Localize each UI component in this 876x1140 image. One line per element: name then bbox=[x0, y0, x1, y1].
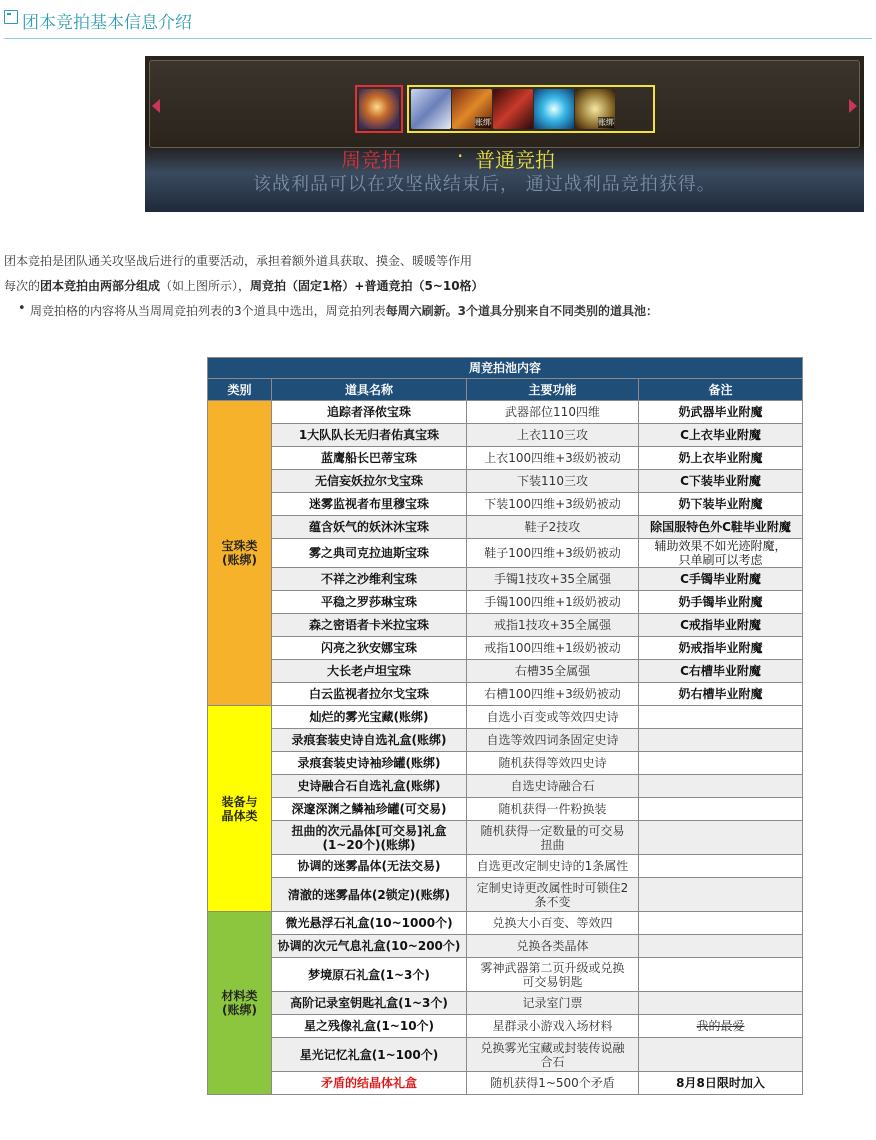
item-name-cell: 清澈的迷雾晶体(2锁定)(账绑) bbox=[272, 878, 467, 912]
item-function-cell: 手镯100四维+1级奶被动 bbox=[467, 591, 639, 614]
item-function-cell: 自选等效四词条固定史诗 bbox=[467, 729, 639, 752]
item-note-cell bbox=[639, 1015, 803, 1038]
table-row bbox=[208, 1072, 803, 1095]
item-note-cell: C右槽毕业附魔 bbox=[639, 660, 803, 683]
item-note-cell bbox=[639, 729, 803, 752]
item-note-cell: C手镯毕业附魔 bbox=[639, 568, 803, 591]
section-title: 团本竞拍基本信息介绍 bbox=[22, 12, 192, 33]
table-row bbox=[208, 568, 803, 591]
item-name-cell: 不祥之沙维利宝珠 bbox=[272, 568, 467, 591]
section-heading bbox=[4, 4, 192, 36]
item-note-cell bbox=[639, 912, 803, 935]
table-row bbox=[208, 935, 803, 958]
item-name-cell: 史诗融合石自选礼盒(账绑) bbox=[272, 775, 467, 798]
item-function-cell: 自选更改定制史诗的1条属性 bbox=[467, 855, 639, 878]
item-name-cell: 森之密语者卡米拉宝珠 bbox=[272, 614, 467, 637]
week-auction-label: 周竞拍 bbox=[341, 148, 401, 172]
item-crystal-icon bbox=[493, 89, 533, 129]
item-function-cell: 下装100四维+3级奶被动 bbox=[467, 493, 639, 516]
item-function-cell: 右槽100四维+3级奶被动 bbox=[467, 683, 639, 706]
item-box-icon bbox=[575, 89, 615, 129]
table-row bbox=[208, 775, 803, 798]
item-note-cell: 奶下装毕业附魔 bbox=[639, 493, 803, 516]
item-name-cell: 闪亮之狄安娜宝珠 bbox=[272, 637, 467, 660]
item-note-cell: 除国服特色外C鞋毕业附魔 bbox=[639, 516, 803, 539]
table-row bbox=[208, 637, 803, 660]
item-name-cell: 大长老卢坦宝珠 bbox=[272, 660, 467, 683]
weekly-pool-table bbox=[207, 357, 803, 1095]
item-card-icon bbox=[411, 89, 451, 129]
col-header-name: 道具名称 bbox=[272, 379, 467, 401]
table-row bbox=[208, 855, 803, 878]
table-row bbox=[208, 470, 803, 493]
item-function-cell: 兑换大小百变、等效四 bbox=[467, 912, 639, 935]
arrow-right-icon bbox=[849, 99, 857, 113]
table-row bbox=[208, 1015, 803, 1038]
banner-frame bbox=[149, 60, 860, 148]
item-function-cell: 星群录小游戏入场材料 bbox=[467, 1015, 639, 1038]
table-row bbox=[208, 729, 803, 752]
item-note-cell: 奶右槽毕业附魔 bbox=[639, 683, 803, 706]
col-header-category: 类别 bbox=[208, 379, 272, 401]
item-function-cell: 随机获得一定数量的可交易 扭曲 bbox=[467, 821, 639, 855]
table-row bbox=[208, 821, 803, 855]
item-name-cell: 灿烂的雾光宝藏(账绑) bbox=[272, 706, 467, 729]
item-function-cell: 记录室门票 bbox=[467, 992, 639, 1015]
item-name-cell: 矛盾的结晶体礼盒 bbox=[272, 1072, 467, 1095]
item-note-cell: 奶武器毕业附魔 bbox=[639, 401, 803, 424]
table-row bbox=[208, 683, 803, 706]
item-note-cell: C上衣毕业附魔 bbox=[639, 424, 803, 447]
table-row bbox=[208, 539, 803, 568]
item-name-cell: 迷雾监视者布里穆宝珠 bbox=[272, 493, 467, 516]
category-cell: 材料类 (账绑) bbox=[208, 912, 272, 1095]
item-name-cell: 白云监视者拉尔戈宝珠 bbox=[272, 683, 467, 706]
table-row bbox=[208, 912, 803, 935]
col-header-note: 备注 bbox=[639, 379, 803, 401]
item-note-cell: 奶戒指毕业附魔 bbox=[639, 637, 803, 660]
item-function-cell: 武器部位110四维 bbox=[467, 401, 639, 424]
account-bound-tag: 账绑 bbox=[598, 118, 614, 127]
struck-note: 我的最爱 bbox=[696, 1019, 745, 1033]
item-note-cell bbox=[639, 752, 803, 775]
item-name-cell: 协调的次元气息礼盒(10~200个) bbox=[272, 935, 467, 958]
item-name-cell: 录痕套装史诗自选礼盒(账绑) bbox=[272, 729, 467, 752]
item-name-cell: 1大队队长无归者佑真宝珠 bbox=[272, 424, 467, 447]
table-row bbox=[208, 424, 803, 447]
item-note-cell: 奶上衣毕业附魔 bbox=[639, 447, 803, 470]
item-note-cell: C戒指毕业附魔 bbox=[639, 614, 803, 637]
intro-bold-text: 团本竞拍由两部分组成 bbox=[40, 279, 161, 293]
item-orb-icon bbox=[359, 89, 399, 129]
item-note-cell: C下装毕业附魔 bbox=[639, 470, 803, 493]
item-function-cell: 定制史诗更改属性时可锁住2 条不变 bbox=[467, 878, 639, 912]
item-name-cell: 平稳之罗莎琳宝珠 bbox=[272, 591, 467, 614]
intro-bullet bbox=[30, 302, 658, 319]
table-row bbox=[208, 447, 803, 470]
table-row bbox=[208, 878, 803, 912]
arrow-left-icon bbox=[152, 99, 160, 113]
item-name-cell: 蓝鹰船长巴蒂宝珠 bbox=[272, 447, 467, 470]
item-function-cell: 右槽35全属强 bbox=[467, 660, 639, 683]
item-note-cell bbox=[639, 775, 803, 798]
table-row bbox=[208, 958, 803, 992]
item-note-cell bbox=[639, 798, 803, 821]
item-note-cell bbox=[639, 1038, 803, 1072]
item-note-cell: 奶手镯毕业附魔 bbox=[639, 591, 803, 614]
item-light-icon bbox=[534, 89, 574, 129]
item-name-cell: 高阶记录室钥匙礼盒(1~3个) bbox=[272, 992, 467, 1015]
item-function-cell: 鞋子100四维+3级奶被动 bbox=[467, 539, 639, 568]
table-row bbox=[208, 591, 803, 614]
table-row bbox=[208, 752, 803, 775]
account-bound-tag: 账绑 bbox=[475, 118, 491, 127]
item-name-cell: 星之残像礼盒(1~10个) bbox=[272, 1015, 467, 1038]
item-note-cell: 辅助效果不如光迹附魔， 只单刷可以考虑 bbox=[639, 539, 803, 568]
table-row bbox=[208, 706, 803, 729]
item-function-cell: 随机获得一件粉换装 bbox=[467, 798, 639, 821]
item-note-cell bbox=[639, 706, 803, 729]
item-function-cell: 上衣110三攻 bbox=[467, 424, 639, 447]
item-note-cell bbox=[639, 878, 803, 912]
banner-subtitle: 该战利品可以在攻坚战结束后， 通过战利品竞拍获得。 bbox=[253, 174, 716, 195]
item-chest-icon bbox=[452, 89, 492, 129]
item-note-cell bbox=[639, 992, 803, 1015]
table-row bbox=[208, 660, 803, 683]
item-name-cell: 梦境原石礼盒(1~3个) bbox=[272, 958, 467, 992]
item-name-cell: 协调的迷雾晶体(无法交易) bbox=[272, 855, 467, 878]
item-note-cell bbox=[639, 821, 803, 855]
item-function-cell: 戒指1技攻+35全属强 bbox=[467, 614, 639, 637]
item-name-cell: 扭曲的次元晶体[可交易]礼盒 (1~20个)(账绑) bbox=[272, 821, 467, 855]
normal-auction-label: 普通竞拍 bbox=[475, 148, 555, 172]
item-note-cell bbox=[639, 958, 803, 992]
item-function-cell: 兑换各类晶体 bbox=[467, 935, 639, 958]
item-function-cell: 手镯1技攻+35全属强 bbox=[467, 568, 639, 591]
intro-line-2 bbox=[4, 277, 484, 294]
heading-divider bbox=[4, 38, 872, 39]
category-cell: 宝珠类 (账绑) bbox=[208, 401, 272, 706]
item-function-cell: 上衣100四维+3级奶被动 bbox=[467, 447, 639, 470]
item-function-cell: 自选小百变或等效四史诗 bbox=[467, 706, 639, 729]
item-name-cell: 蕴含妖气的妖沐沐宝珠 bbox=[272, 516, 467, 539]
item-name-cell: 深邃深渊之鳞袖珍罐(可交易) bbox=[272, 798, 467, 821]
intro-text: （如上图所示）， bbox=[160, 279, 251, 293]
table-row bbox=[208, 992, 803, 1015]
item-function-cell: 随机获得1~500个矛盾 bbox=[467, 1072, 639, 1095]
item-function-cell: 雾神武器第二页升级或兑换 可交易钥匙 bbox=[467, 958, 639, 992]
col-header-function: 主要功能 bbox=[467, 379, 639, 401]
table-title: 周竞拍池内容 bbox=[208, 358, 803, 379]
bullet-text: 周竞拍格的内容将从当周周竞拍列表的3个道具中选出，周竞拍列表 bbox=[30, 304, 386, 318]
intro-bold-text: 周竞拍（固定1格）+普通竞拍（5~10格） bbox=[250, 279, 484, 293]
item-note-cell bbox=[639, 935, 803, 958]
item-function-cell: 兑换雾光宝藏或封装传说融 合石 bbox=[467, 1038, 639, 1072]
item-name-cell: 录痕套装史诗袖珍罐(账绑) bbox=[272, 752, 467, 775]
item-note-cell: 8月8日限时加入 bbox=[639, 1072, 803, 1095]
item-function-cell: 鞋子2技攻 bbox=[467, 516, 639, 539]
table-row bbox=[208, 1038, 803, 1072]
item-name-cell: 微光悬浮石礼盒(10~1000个) bbox=[272, 912, 467, 935]
table-row bbox=[208, 401, 803, 424]
item-function-cell: 随机获得等效四史诗 bbox=[467, 752, 639, 775]
table-row bbox=[208, 614, 803, 637]
label-separator: · bbox=[457, 144, 464, 168]
item-function-cell: 自选史诗融合石 bbox=[467, 775, 639, 798]
auction-banner-image bbox=[145, 56, 864, 212]
item-function-cell: 戒指100四维+1级奶被动 bbox=[467, 637, 639, 660]
item-name-cell: 无信妄妖拉尔戈宝珠 bbox=[272, 470, 467, 493]
table-row bbox=[208, 516, 803, 539]
item-function-cell: 下装110三攻 bbox=[467, 470, 639, 493]
intro-line-1: 团本竞拍是团队通关攻坚战后进行的重要活动，承担着额外道具获取、摸金、暖暖等作用 bbox=[4, 254, 473, 268]
table-row bbox=[208, 798, 803, 821]
category-cell: 装备与 晶体类 bbox=[208, 706, 272, 912]
item-note-cell bbox=[639, 855, 803, 878]
item-name-cell: 追踪者泽侬宝珠 bbox=[272, 401, 467, 424]
bookmark-icon bbox=[4, 10, 18, 24]
item-name-cell: 雾之典司克拉迪斯宝珠 bbox=[272, 539, 467, 568]
item-name-cell: 星光记忆礼盒(1~100个) bbox=[272, 1038, 467, 1072]
bullet-bold-text: 每周六刷新。3个道具分别来自不同类别的道具池： bbox=[385, 304, 658, 318]
intro-text: 每次的 bbox=[4, 279, 41, 293]
table-row bbox=[208, 493, 803, 516]
